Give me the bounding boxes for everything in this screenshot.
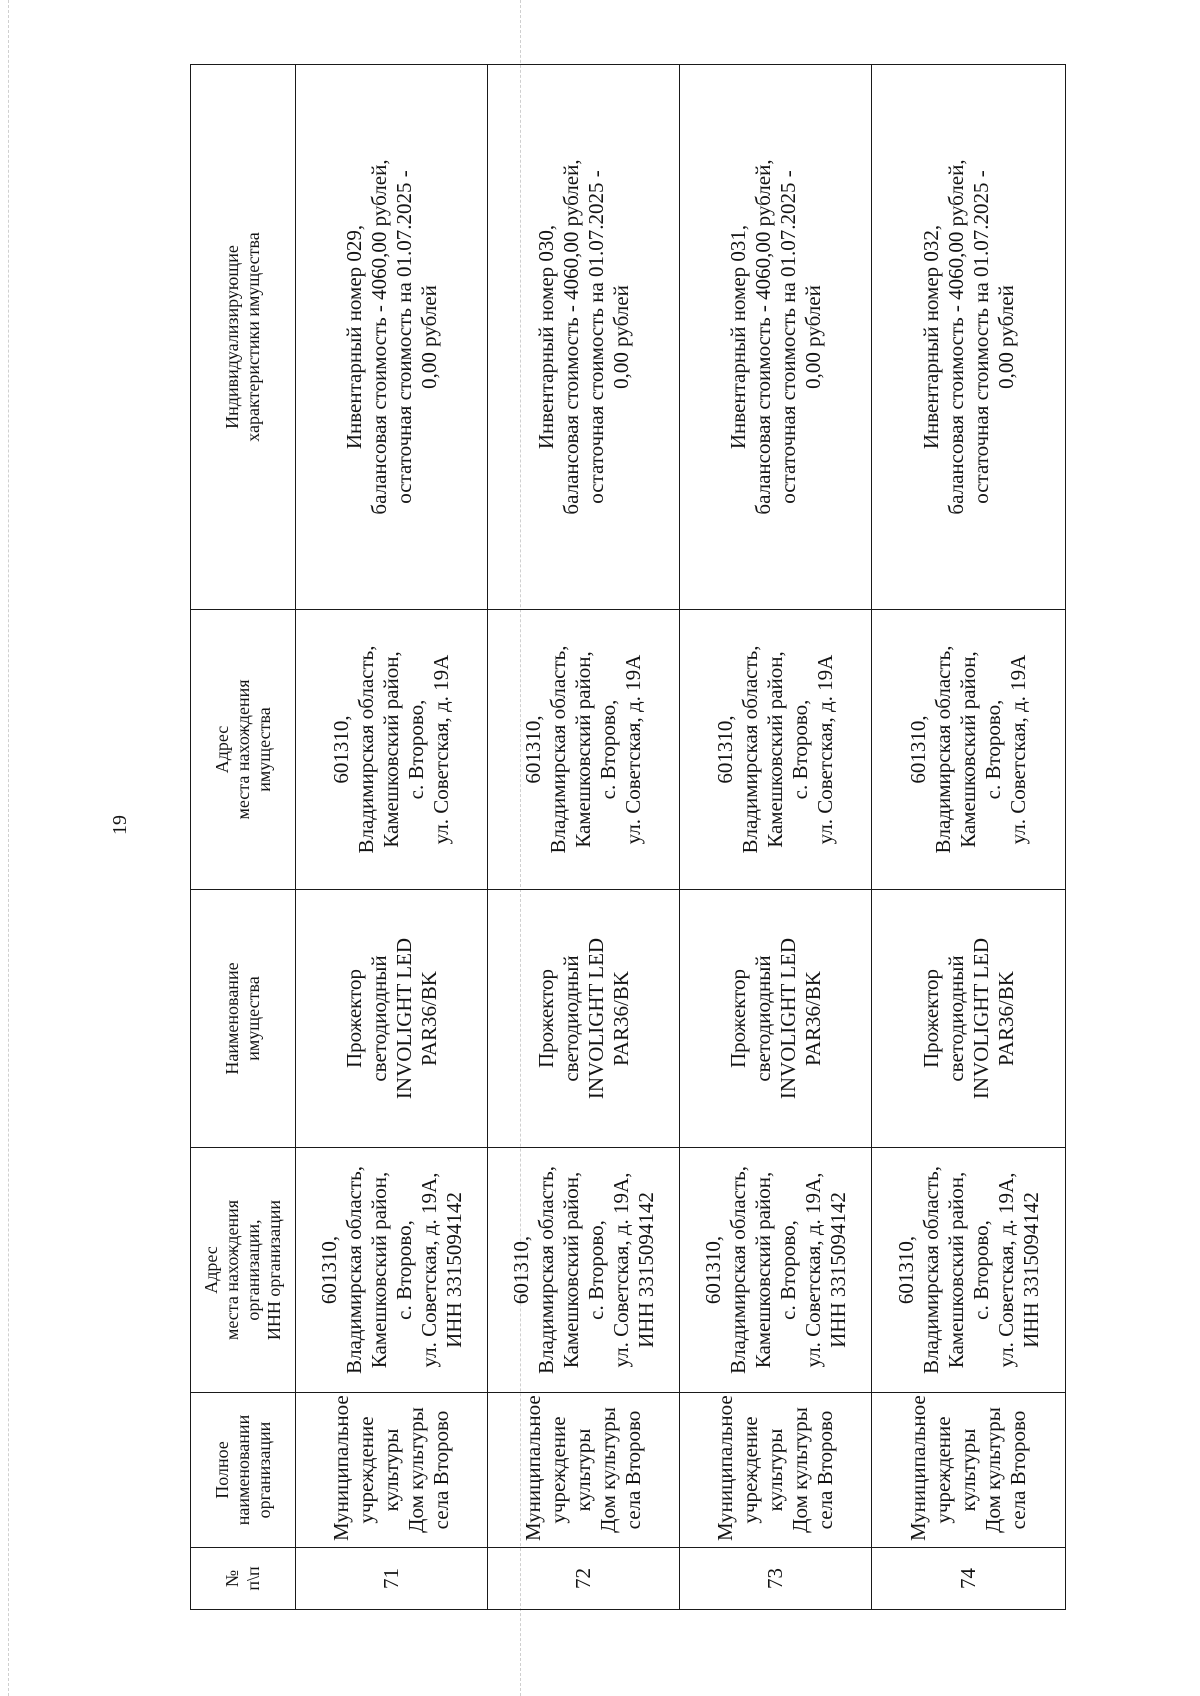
header-property-name: Наименование имущества [191, 890, 296, 1148]
rotated-sheet [190, 65, 1065, 1610]
row-number: 73 [680, 1548, 872, 1610]
property-address-cell: 601310, Владимирская область, Камешковский район, с. Второво, ул. Советская, д. 19А [680, 610, 872, 890]
page-number: 19 [109, 815, 131, 835]
property-name-cell: Прожектор светодиодный INVOLIGHT LED PAR36/BK [680, 890, 872, 1148]
row-number: 74 [872, 1548, 1066, 1610]
org-address-cell: 601310, Владимирская область, Камешковский район, с. Второво, ул. Советская, д. 19А, ИНН 3315094142 [872, 1148, 1066, 1393]
property-name-cell: Прожектор светодиодный INVOLIGHT LED PAR36/BK [296, 890, 488, 1148]
row-number: 71 [296, 1548, 488, 1610]
org-address-cell: 601310, Владимирская область, Камешковский район, с. Второво, ул. Советская, д. 19А, ИНН 3315094142 [296, 1148, 488, 1393]
property-address-cell: 601310, Владимирская область, Камешковский район, с. Второво, ул. Советская, д. 19А [872, 610, 1066, 890]
header-characteristics: Индивидуализирующие характеристики имущества [191, 65, 296, 610]
property-name-cell: Прожектор светодиодный INVOLIGHT LED PAR36/BK [872, 890, 1066, 1148]
characteristics-cell: Инвентарный номер 031, балансовая стоимость - 4060,00 рублей, остаточная стоимость на 01.07.2025 - 0,00 рублей [680, 65, 872, 610]
org-name-cell: Муниципальное учреждение культуры Дом культуры села Второво [680, 1393, 872, 1548]
header-org-name: Полное наименовании организации [191, 1393, 296, 1548]
table-row [488, 65, 680, 1610]
header-property-address: Адрес места нахождения имущества [191, 610, 296, 890]
org-name-cell: Муниципальное учреждение культуры Дом культуры села Второво [872, 1393, 1066, 1548]
characteristics-cell: Инвентарный номер 030, балансовая стоимость - 4060,00 рублей, остаточная стоимость на 01.07.2025 - 0,00 рублей [488, 65, 680, 610]
header-number: № п\п [191, 1548, 296, 1610]
property-address-cell: 601310, Владимирская область, Камешковский район, с. Второво, ул. Советская, д. 19А [488, 610, 680, 890]
property-registry-table [190, 64, 1066, 1610]
table-row [296, 65, 488, 1610]
scan-artifact-line [8, 0, 9, 1696]
property-address-cell: 601310, Владимирская область, Камешковский район, с. Второво, ул. Советская, д. 19А [296, 610, 488, 890]
property-name-cell: Прожектор светодиодный INVOLIGHT LED PAR36/BK [488, 890, 680, 1148]
org-address-cell: 601310, Владимирская область, Камешковский район, с. Второво, ул. Советская, д. 19А, ИНН 3315094142 [680, 1148, 872, 1393]
table-row [680, 65, 872, 1610]
table-header-row [191, 65, 296, 1610]
org-name-cell: Муниципальное учреждение культуры Дом культуры села Второво [296, 1393, 488, 1548]
org-name-cell: Муниципальное учреждение культуры Дом культуры села Второво [488, 1393, 680, 1548]
header-org-address: Адрес места нахождения организации, ИНН организации [191, 1148, 296, 1393]
org-address-cell: 601310, Владимирская область, Камешковский район, с. Второво, ул. Советская, д. 19А, ИНН 3315094142 [488, 1148, 680, 1393]
row-number: 72 [488, 1548, 680, 1610]
table-row [872, 65, 1066, 1610]
characteristics-cell: Инвентарный номер 029, балансовая стоимость - 4060,00 рублей, остаточная стоимость на 01.07.2025 - 0,00 рублей [296, 65, 488, 610]
characteristics-cell: Инвентарный номер 032, балансовая стоимость - 4060,00 рублей, остаточная стоимость на 01.07.2025 - 0,00 рублей [872, 65, 1066, 610]
